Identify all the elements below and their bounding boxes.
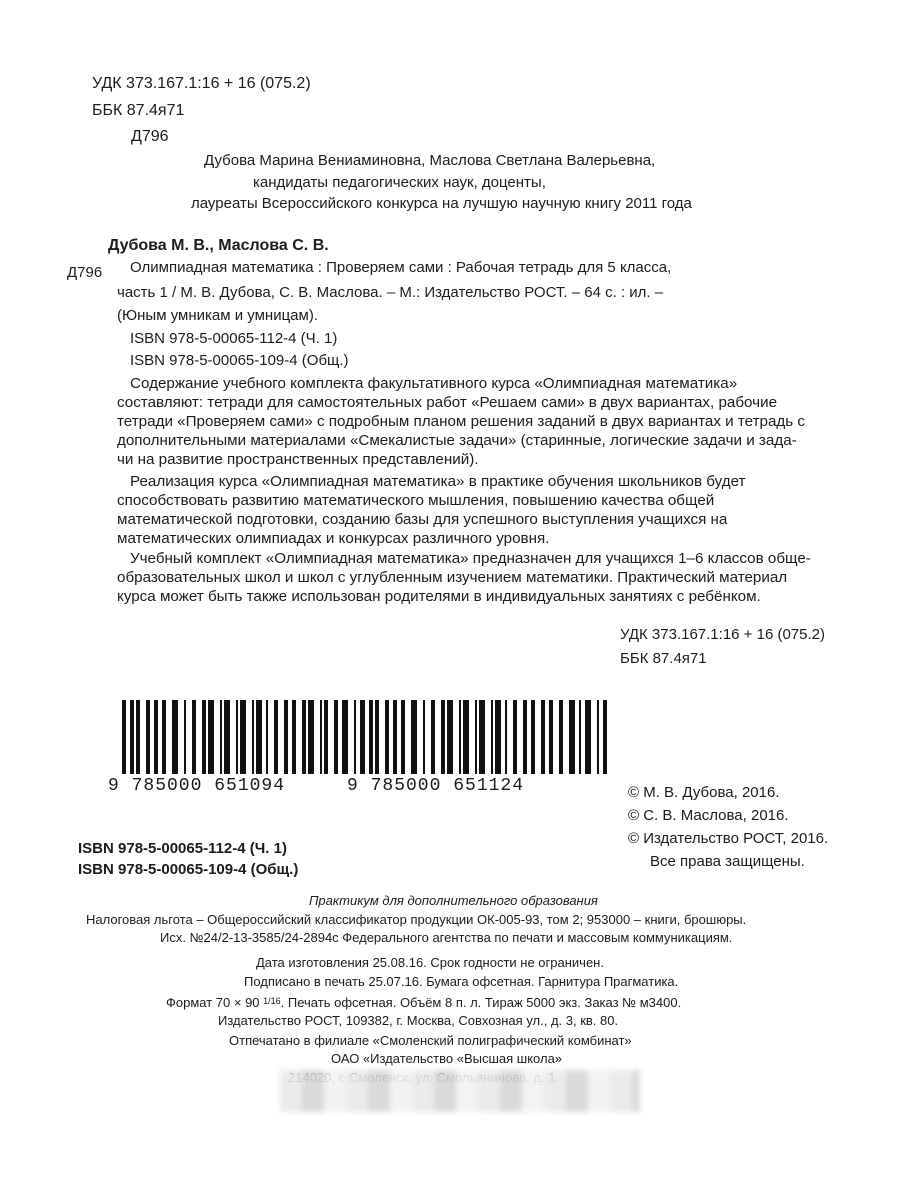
format-line — [166, 993, 681, 1011]
annotation-line: дополнительными материалами «Смекалистые задачи» (старинные, логические задачи и зада- — [117, 432, 797, 449]
printer-name-line: ОАО «Издательство «Высшая школа» — [331, 1051, 563, 1066]
book-title-line: Олимпиадная математика : Проверяем сами : Рабочая тетрадь для 5 класса, — [130, 259, 672, 276]
barcode-part-1 — [122, 700, 368, 774]
bbk-code: ББК 87.4я71 — [92, 102, 185, 119]
authors-degrees: кандидаты педагогических наук, доценты, — [253, 174, 546, 191]
annotation-line: математической подготовки, созданию базы для успешного выступления учащихся на — [117, 511, 728, 528]
tax-benefit-line: Налоговая льгота – Общероссийский классификатор продукции ОК-005-93, том 2; 953000 – книги, брошюры. — [86, 912, 747, 927]
annotation-line: Содержание учебного комплекта факультативного курса «Олимпиадная математика» — [130, 375, 738, 392]
copyright-publisher: © Издательство РОСТ, 2016. — [628, 830, 829, 847]
annotation-line: Учебный комплект «Олимпиадная математика» предназначен для учащихся 1–6 классов обще- — [130, 550, 811, 567]
barcode-digits-general: 9 785000 651124 — [347, 776, 525, 796]
book-publication-line: часть 1 / М. В. Дубова, С. В. Маслова. – М.: Издательство РОСТ. – 64 с. : ил. – — [117, 284, 664, 301]
copyright-dubova: © М. В. Дубова, 2016. — [628, 784, 780, 801]
signed-to-print-line: Подписано в печать 25.07.16. Бумага офсетная. Гарнитура Прагматика. — [244, 974, 679, 989]
annotation-paragraph-2 — [117, 472, 745, 548]
format-fraction: 1/16 — [263, 996, 281, 1006]
udk-code-right: УДК 373.167.1:16 + 16 (075.2) — [620, 626, 825, 643]
annotation-line: математических олимпиадах и конкурсах различного уровня. — [117, 530, 550, 547]
authors-short: Дубова М. В., Маслова С. В. — [108, 237, 329, 254]
printed-at-line: Отпечатано в филиале «Смоленский полиграфический комбинат» — [229, 1033, 632, 1048]
barcode-general — [361, 700, 611, 774]
udk-code: УДК 373.167.1:16 + 16 (075.2) — [92, 75, 311, 92]
agency-reference-line: Исх. №24/2-13-3585/24-2894с Федерального агентства по печати и массовым коммуникациям. — [160, 930, 733, 945]
authors-awards: лауреаты Всероссийского конкурса на лучшую научную книгу 2011 года — [191, 195, 692, 212]
isbn-general-bold: ISBN 978-5-00065-109-4 (Общ.) — [78, 861, 299, 878]
format-suffix: . Печать офсетная. Объём 8 п. л. Тираж 5000 экз. Заказ № м3400. — [280, 995, 682, 1010]
annotation-line: тетради «Проверяем сами» с подробным планом решения заданий в двух вариантах и тетрадь с — [117, 413, 806, 430]
copyright-maslova: © С. В. Маслова, 2016. — [628, 807, 789, 824]
barcode-space — [607, 700, 611, 774]
all-rights-reserved: Все права защищены. — [650, 853, 805, 870]
annotation-line: составляют: тетради для самостоятельных работ «Решаем сами» в двух вариантах, рабочие — [117, 394, 778, 411]
bib-isbn-general: ISBN 978-5-00065-109-4 (Общ.) — [130, 352, 349, 369]
author-mark: Д796 — [131, 128, 169, 145]
bib-isbn-part: ISBN 978-5-00065-112-4 (Ч. 1) — [130, 330, 338, 347]
production-date-line: Дата изготовления 25.08.16. Срок годности не ограничен. — [256, 955, 604, 970]
bbk-code-right: ББК 87.4я71 — [620, 650, 707, 667]
annotation-paragraph-1 — [117, 374, 805, 469]
annotation-line: способствовать развитию математического мышления, повышению качества общей — [117, 492, 715, 509]
annotation-line: чи на развитие пространственных представлений). — [117, 451, 479, 468]
isbn-part-bold: ISBN 978-5-00065-112-4 (Ч. 1) — [78, 840, 287, 857]
annotation-paragraph-3 — [117, 549, 811, 606]
redacted-area — [280, 1070, 640, 1112]
format-prefix: Формат 70 × 90 — [166, 995, 264, 1010]
edition-type: Практикум для дополнительного образования — [309, 893, 598, 908]
authors-full-names: Дубова Марина Вениаминовна, Маслова Светлана Валерьевна, — [204, 152, 656, 169]
book-series-line: (Юным умникам и умницам). — [117, 307, 318, 324]
annotation-line: курса может быть также использован родителями в индивидуальных занятиях с ребёнком. — [117, 588, 761, 605]
annotation-line: образовательных школ и школ с углубленным изучением математики. Практический материал — [117, 569, 788, 586]
annotation-line: Реализация курса «Олимпиадная математика» в практике обучения школьников будет — [130, 473, 746, 490]
barcode-digits-part-1: 9 785000 651094 — [108, 776, 286, 796]
bib-author-mark: Д796 — [67, 264, 103, 281]
publisher-address-line: Издательство РОСТ, 109382, г. Москва, Совхозная ул., д. 3, кв. 80. — [218, 1013, 619, 1028]
